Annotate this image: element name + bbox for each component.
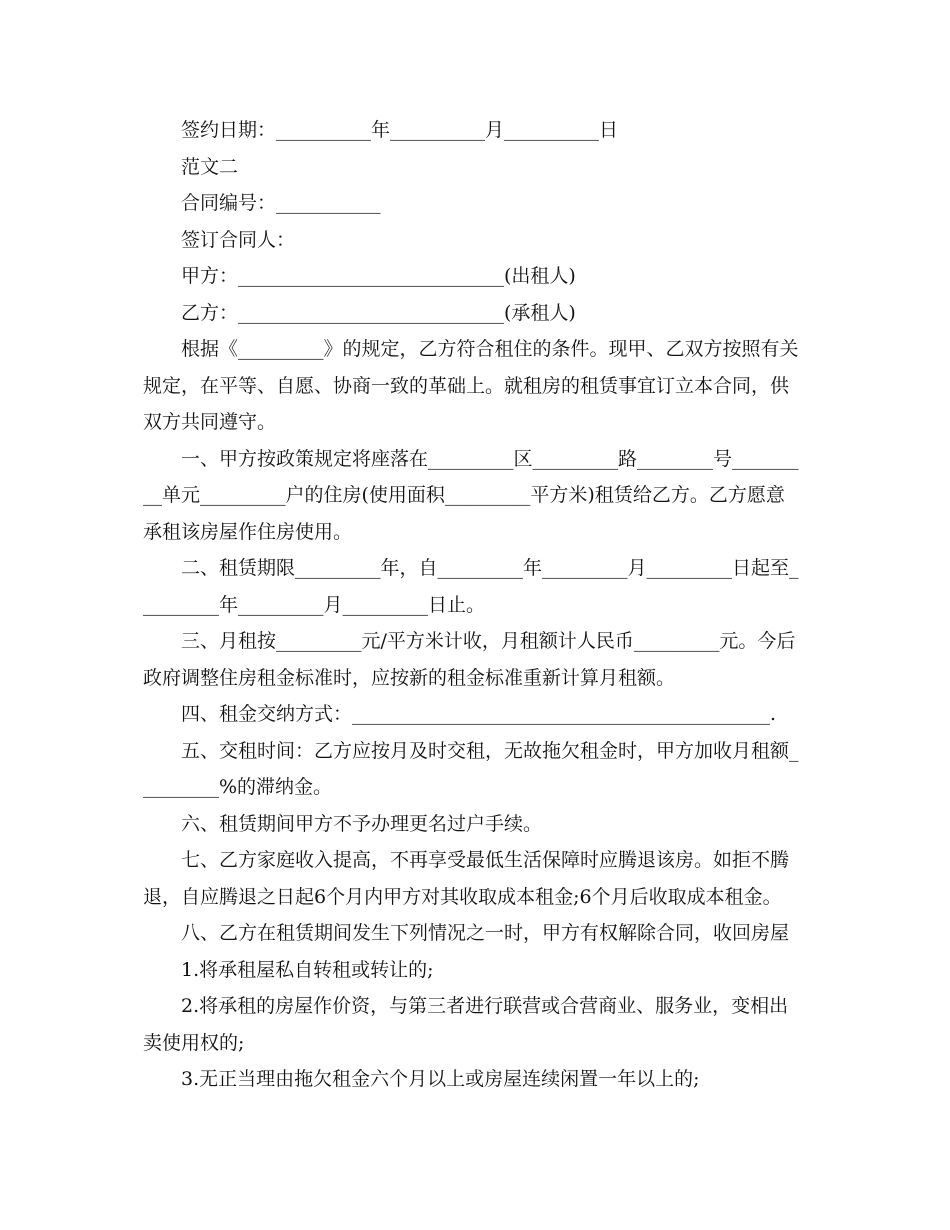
clause-8-item-1: 1.将承租屋私自转租或转让的; <box>181 958 434 981</box>
clause-7: 七、乙方家庭收入提高，不再享受最低生活保障时应腾退该房。如拒不腾退，自应腾退之日起6个月内甲方对其收取成本租金;6个月后收取成本租金。 <box>143 849 790 908</box>
clause-2: 二、租赁期限_________年，自_________年_________月_________日起至_________年_________月_________日止。 <box>143 557 799 616</box>
clause-6: 六、租赁期间甲方不予办理更名过户手续。 <box>181 812 543 835</box>
parties-label: 签订合同人： <box>181 228 296 251</box>
signing-date-line: 签约日期：__________年__________月__________日 <box>181 119 619 141</box>
clause-5: 五、交租时间：乙方应按月及时交租，无故拖欠租金时，甲方加收月租额_________%的滞纳金。 <box>143 739 799 798</box>
contract-number-line: 合同编号：___________ <box>181 192 381 214</box>
contract-body <box>143 112 803 1098</box>
clause-4: 四、租金交纳方式：____________________________________________. <box>181 703 777 725</box>
section-heading: 范文二 <box>181 155 239 178</box>
clause-1: 一、甲方按政策规定将座落在_________区_________路________号_________单元_________户的住房(使用面积_________平方米)租赁给乙方。乙方愿意承租该房屋作住房使用。 <box>143 447 799 543</box>
clause-3: 三、月租按_________元/平方米计收，月租额计人民币_________元。今后政府调整住房租金标准时，应按新的租金标准重新计算月租额。 <box>143 630 796 689</box>
clause-8-item-3: 3.无正当理由拖欠租金六个月以上或房屋连续闲置一年以上的; <box>181 1068 700 1090</box>
clause-8-item-2: 2.将承租的房屋作价资，与第三者进行联营或合营商业、服务业，变相出卖使用权的; <box>143 995 789 1054</box>
party-b-line: 乙方：____________________________(承租人) <box>181 301 576 324</box>
clause-8: 八、乙方在租赁期间发生下列情况之一时，甲方有权解除合同，收回房屋 <box>181 922 790 944</box>
preamble-paragraph: 根据《_________》的规定，乙方符合租住的条件。现甲、乙双方按照有关规定，在平等、自愿、协商一致的革础上。就租房的租赁事宜订立本合同，供双方共同遵守。 <box>143 338 799 433</box>
party-a-line: 甲方：____________________________(出租人) <box>181 265 576 287</box>
